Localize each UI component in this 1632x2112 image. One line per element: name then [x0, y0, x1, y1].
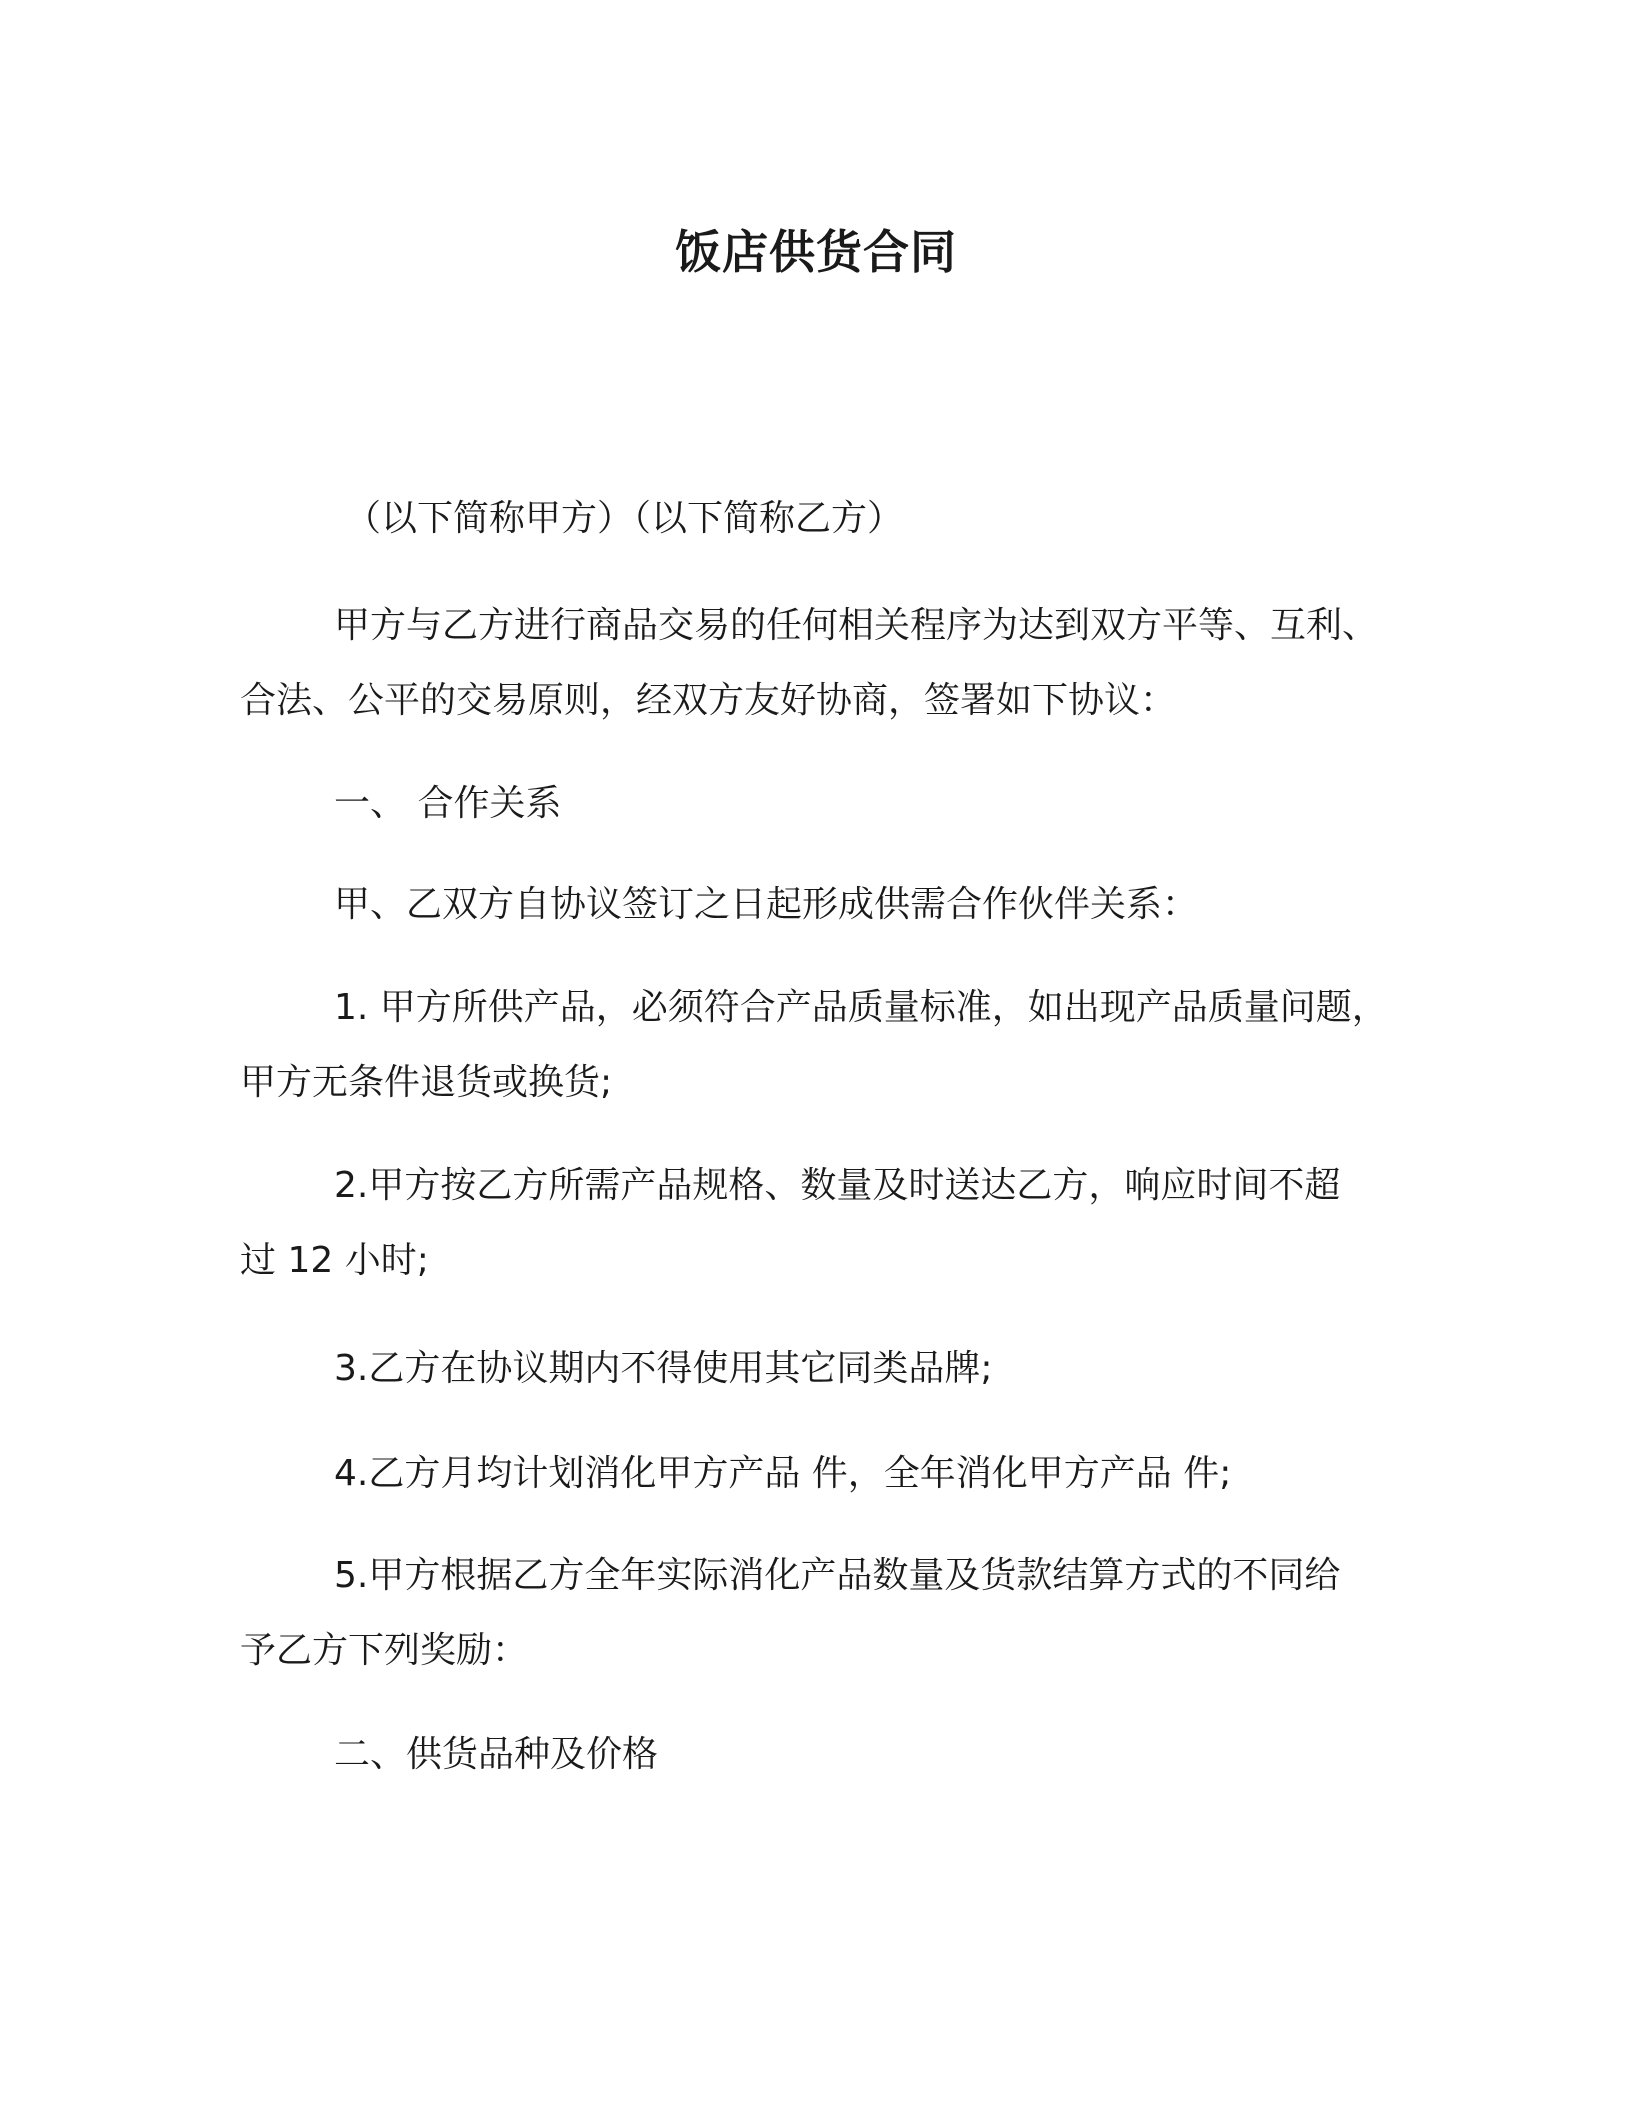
- intro-paragraph: [240, 588, 1400, 738]
- section2-heading: 二、供货品种及价格: [334, 1734, 659, 1775]
- item-5-line-1: 5.甲方根据乙方全年实际消化产品数量及货款结算方式的不同给: [334, 1555, 1341, 1596]
- section1-heading: 一、 合作关系: [334, 783, 562, 824]
- item-1: [240, 970, 1400, 1120]
- item-5-line-2: 予乙方下列奖励：: [240, 1630, 529, 1671]
- item-3: 3.乙方在协议期内不得使用其它同类品牌;: [334, 1348, 993, 1389]
- section1-lead: 甲、乙双方自协议签订之日起形成供需合作伙伴关系：: [334, 884, 1199, 925]
- item-2: [240, 1148, 1400, 1298]
- item-4: 4.乙方月均计划消化甲方产品 件，全年消化甲方产品 件;: [334, 1453, 1232, 1494]
- parties-line: （以下简称甲方）（以下简称乙方）: [345, 498, 904, 539]
- item-1-line-1: 1. 甲方所供产品，必须符合产品质量标准，如出现产品质量问题，: [334, 987, 1388, 1028]
- item-2-line-2: 过 12 小时;: [240, 1240, 429, 1281]
- intro-line-2: 合法、公平的交易原则，经双方友好协商，签署如下协议：: [240, 680, 1177, 721]
- item-5: [240, 1538, 1400, 1688]
- item-1-line-2: 甲方无条件退货或换货;: [240, 1062, 613, 1103]
- intro-line-1: 甲方与乙方进行商品交易的任何相关程序为达到双方平等、互利、: [334, 605, 1379, 646]
- item-2-line-1: 2.甲方按乙方所需产品规格、数量及时送达乙方，响应时间不超: [334, 1165, 1341, 1206]
- document-title: 饭店供货合同: [675, 225, 957, 279]
